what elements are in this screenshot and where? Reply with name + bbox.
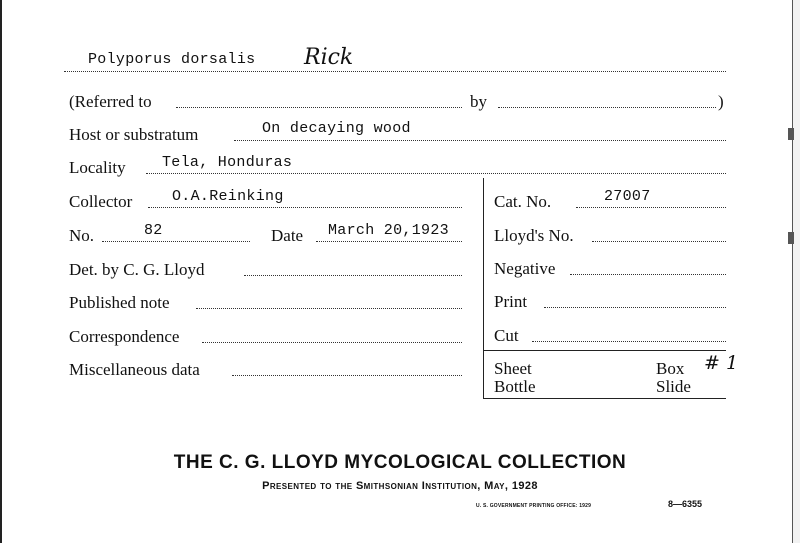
negative-line [570,274,726,275]
form-number: 8—6355 [668,499,703,509]
by-line [498,107,716,108]
species-name: Polyporus dorsalis [88,51,256,68]
number-label: No. [69,226,95,245]
edge-mark [788,128,794,140]
cat-no-line [576,207,726,208]
species-author-handwritten: Rick [304,45,354,70]
referred-to-label: (Referred to [69,92,152,111]
species-line [64,71,726,72]
number-value: 82 [144,222,163,239]
miscellaneous-line [232,375,462,376]
right-box-bottom-border [483,398,726,399]
collector-value: O.A.Reinking [172,188,284,205]
box-number-handwritten: # 1 [704,352,739,374]
collector-line [148,207,462,208]
host-label: Host or substratum [69,125,199,144]
collection-title: THE C. G. LLOYD MYCOLOGICAL COLLECTION [173,452,627,473]
slide-label: Slide [656,377,691,396]
bottle-label: Bottle [494,377,536,396]
lloyds-no-line [592,241,726,242]
miscellaneous-label: Miscellaneous data [69,360,200,379]
print-label: Print [494,292,528,311]
published-note-line [196,308,462,309]
cut-line [532,341,726,342]
right-box-left-border [483,178,484,398]
box-label: Box [656,359,685,378]
right-box-divider [483,350,726,351]
lloyds-no-label: Lloyd's No. [494,226,574,245]
cat-no-label: Cat. No. [494,192,552,211]
locality-value: Tela, Honduras [162,154,293,171]
cut-label: Cut [494,326,519,345]
collector-label: Collector [69,192,133,211]
printer-imprint: U. S. GOVERNMENT PRINTING OFFICE: 1929 [476,503,592,509]
sheet-label: Sheet [494,359,532,378]
host-line [234,140,726,141]
locality-label: Locality [69,158,126,177]
print-line [544,307,726,308]
date-value: March 20,1923 [328,222,449,239]
date-line [316,241,462,242]
date-label: Date [271,226,304,245]
locality-line [146,173,726,174]
det-by-label: Det. by C. G. Lloyd [69,260,205,279]
det-by-line [244,275,462,276]
collection-subtitle: Presented to the Smithsonian Institution, May, 1928 [262,480,538,492]
published-note-label: Published note [69,293,170,312]
close-paren: ) [718,92,724,111]
correspondence-line [202,342,462,343]
host-value: On decaying wood [262,120,411,137]
by-label: by [470,92,487,111]
number-line [102,241,250,242]
negative-label: Negative [494,259,556,278]
referred-to-line [176,107,462,108]
cat-no-value: 27007 [604,188,651,205]
edge-mark [788,232,794,244]
correspondence-label: Correspondence [69,327,180,346]
